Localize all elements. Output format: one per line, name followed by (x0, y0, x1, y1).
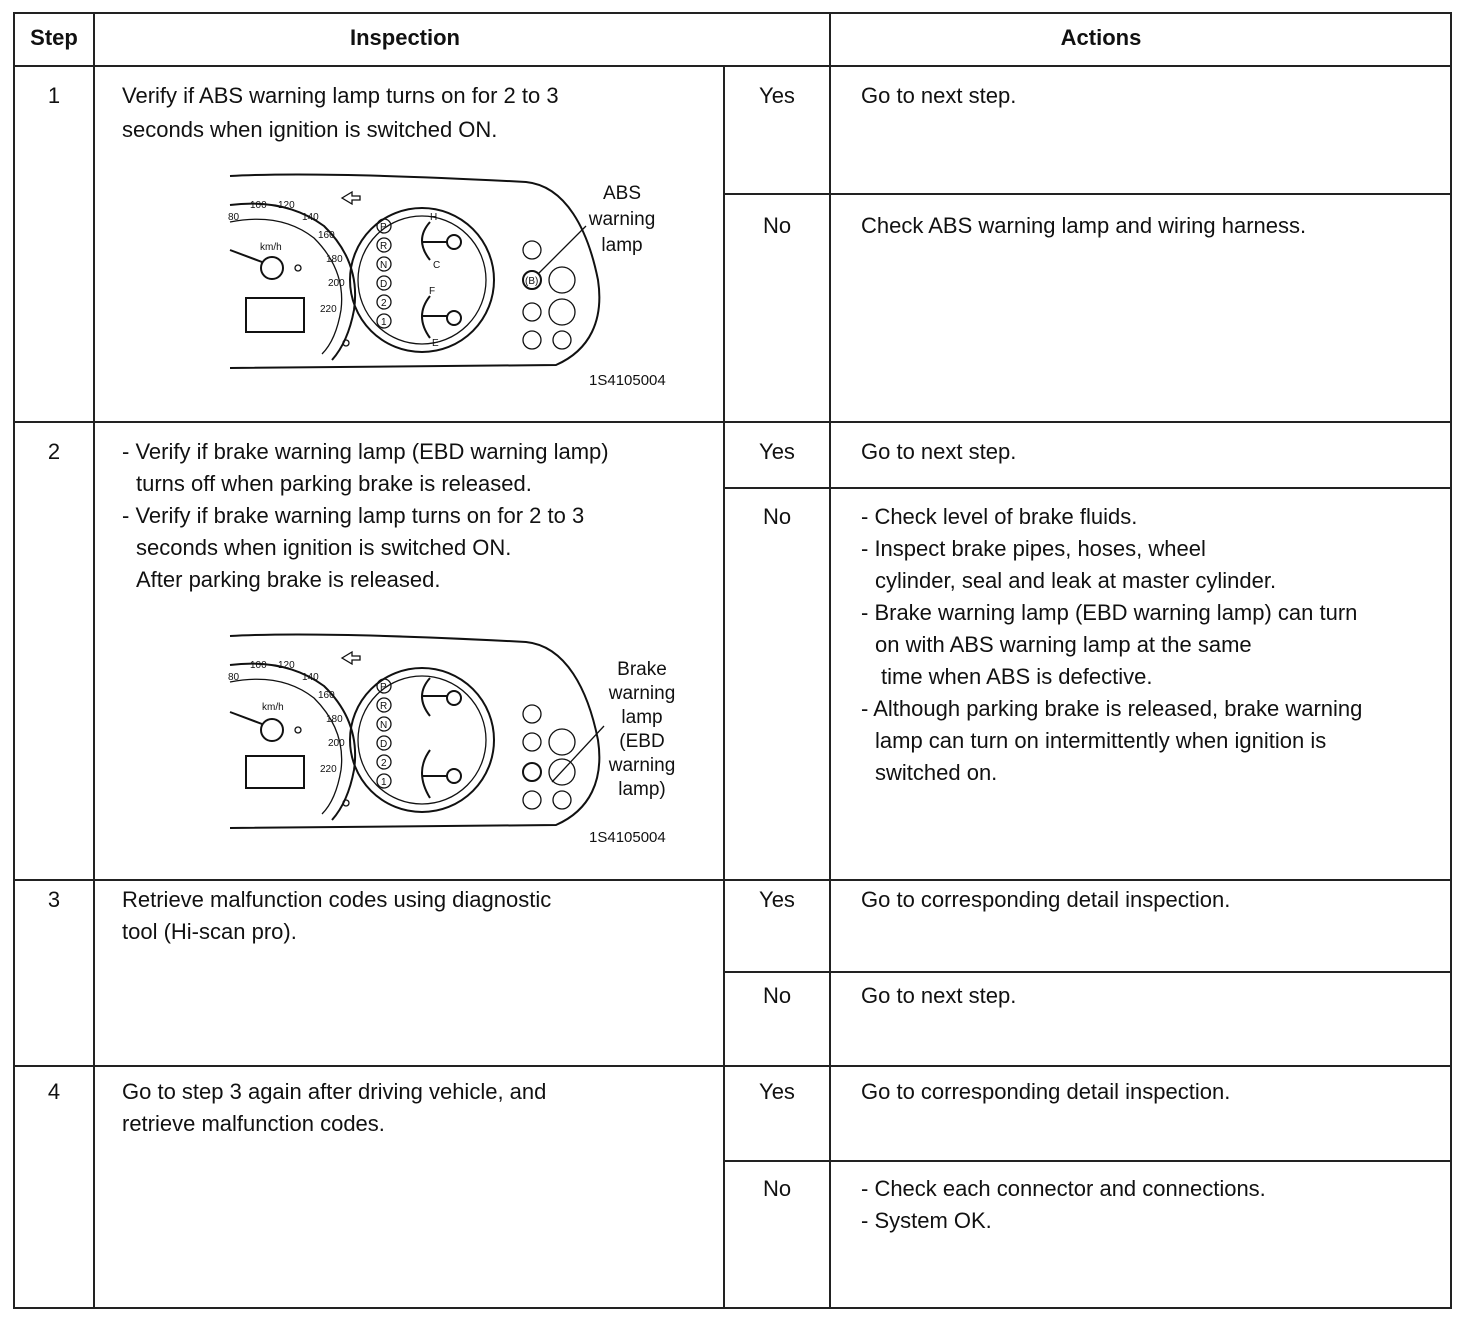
callout-leader (552, 726, 604, 782)
speed-tick-label: 160 (318, 690, 335, 701)
svg-text:E: E (432, 338, 439, 349)
speed-tick-label: 80 (228, 212, 240, 223)
action-text: Go to next step. (861, 983, 1017, 1008)
inspection-text: retrieve malfunction codes. (122, 1111, 385, 1136)
svg-text:F: F (429, 286, 436, 297)
svg-text:R: R (380, 701, 388, 712)
header-actions: Actions (1060, 25, 1142, 50)
speed-unit-label: km/h (260, 242, 282, 253)
speed-tick-label: 160 (318, 230, 335, 241)
inspection-text: Verify if ABS warning lamp turns on for 2 to 3 (122, 83, 559, 108)
svg-text:1: 1 (381, 777, 387, 788)
speedometer (228, 660, 355, 820)
svg-text:2: 2 (381, 758, 387, 769)
svg-text:1: 1 (381, 317, 387, 328)
action-text: switched on. (875, 760, 998, 785)
action-text: cylinder, seal and leak at master cylinder. (875, 568, 1277, 593)
svg-text:R: R (380, 241, 388, 252)
yes-no-divider (724, 971, 1452, 973)
header-step: Step (30, 25, 78, 50)
action-text: Go to corresponding detail inspection. (861, 1079, 1231, 1104)
action-text: Go to next step. (861, 439, 1017, 464)
no-label: No (762, 983, 792, 1008)
speed-tick-label: 140 (302, 212, 319, 223)
yes-no-divider (724, 487, 1452, 489)
svg-text:D: D (380, 279, 388, 290)
inspection-text: Go to step 3 again after driving vehicle, and (122, 1079, 547, 1104)
callout-label: (EBD (619, 731, 665, 752)
yes-label: Yes (759, 439, 795, 464)
column-divider (93, 12, 95, 1309)
no-label: No (762, 1176, 792, 1201)
figure-code: 1S4105004 (589, 829, 666, 846)
header-inspection: Inspection (349, 25, 460, 50)
callout-label: ABS (602, 183, 642, 204)
svg-text:N: N (380, 720, 388, 731)
action-text: Go to next step. (861, 83, 1017, 108)
action-text: - Although parking brake is released, brake warning (861, 696, 1363, 721)
step-number: 1 (47, 83, 61, 108)
speed-tick-label: 220 (320, 764, 337, 775)
action-text: Check ABS warning lamp and wiring harness. (861, 213, 1307, 238)
column-divider (829, 12, 831, 1309)
speed-tick-label: 100 (250, 200, 267, 211)
callout-label: lamp) (618, 779, 666, 800)
svg-text:N: N (380, 260, 388, 271)
speed-tick-label: 180 (326, 254, 343, 265)
row-divider (13, 879, 1452, 881)
action-text: Go to corresponding detail inspection. (861, 887, 1231, 912)
row-divider (13, 1065, 1452, 1067)
speed-tick-label: 80 (228, 672, 240, 683)
svg-text:2: 2 (381, 298, 387, 309)
fuel-gauge (422, 286, 461, 349)
action-text: time when ABS is defective. (881, 664, 1153, 689)
svg-text:D: D (380, 739, 388, 750)
callout-label: Brake (617, 659, 667, 680)
step-number: 2 (47, 439, 61, 464)
yes-label: Yes (759, 887, 795, 912)
svg-text:P: P (380, 222, 387, 233)
speed-tick-label: 200 (328, 738, 345, 749)
speed-tick-label: 140 (302, 672, 319, 683)
speed-tick-label: 120 (278, 660, 295, 671)
speed-tick-label: 120 (278, 200, 295, 211)
warning-lamps (523, 226, 586, 349)
inspection-text: Retrieve malfunction codes using diagnostic (122, 887, 552, 912)
gear-indicators (377, 679, 391, 788)
speed-tick-label: 180 (326, 714, 343, 725)
inspection-text: - Verify if brake warning lamp turns on for 2 to 3 (122, 503, 585, 528)
callout-label: warning (608, 683, 676, 704)
svg-text:H: H (430, 212, 438, 223)
action-text: on with ABS warning lamp at the same (875, 632, 1252, 657)
speed-tick-label: 200 (328, 278, 345, 289)
figure-code: 1S4105004 (589, 372, 666, 389)
no-label: No (762, 213, 792, 238)
instrument-cluster-figure (226, 630, 616, 835)
speed-tick-label: 220 (320, 304, 337, 315)
callout-label: lamp (601, 235, 643, 256)
header-divider (13, 65, 1452, 67)
inspection-text: - Verify if brake warning lamp (EBD warning lamp) (122, 439, 609, 464)
callout-label: warning (608, 755, 676, 776)
inspection-text: After parking brake is released. (136, 567, 441, 592)
temperature-gauge (422, 212, 461, 271)
step-number: 4 (47, 1079, 61, 1104)
inspection-text: seconds when ignition is switched ON. (136, 535, 512, 560)
no-label: No (762, 504, 792, 529)
speedometer (228, 200, 355, 360)
action-text: - Inspect brake pipes, hoses, wheel (861, 536, 1206, 561)
center-gauges (350, 668, 494, 812)
gear-indicators (377, 219, 391, 328)
yes-no-divider (724, 1160, 1452, 1162)
callout-label: lamp (621, 707, 663, 728)
inspection-text: turns off when parking brake is released. (136, 471, 532, 496)
column-divider (723, 65, 725, 1309)
yes-no-divider (724, 193, 1452, 195)
yes-label: Yes (759, 1079, 795, 1104)
yes-label: Yes (759, 83, 795, 108)
svg-text:C: C (433, 260, 441, 271)
instrument-cluster-figure (226, 170, 616, 375)
action-text: lamp can turn on intermittently when ignition is (875, 728, 1327, 753)
temperature-gauge (422, 678, 461, 716)
row-divider (13, 421, 1452, 423)
svg-text:P: P (380, 682, 387, 693)
inspection-text: seconds when ignition is switched ON. (122, 117, 498, 142)
speed-unit-label: km/h (262, 702, 284, 713)
action-text: - Check each connector and connections. (861, 1176, 1266, 1201)
speed-tick-label: 100 (250, 660, 267, 671)
step-number: 3 (47, 887, 61, 912)
fuel-gauge (422, 750, 461, 798)
action-text: - Check level of brake fluids. (861, 504, 1138, 529)
brake-warning-lamp-icon (523, 763, 541, 781)
callout-label: warning (588, 209, 656, 230)
action-text: - Brake warning lamp (EBD warning lamp) can turn (861, 600, 1358, 625)
svg-text:(B): (B) (525, 276, 539, 287)
inspection-text: tool (Hi-scan pro). (122, 919, 297, 944)
action-text: - System OK. (861, 1208, 992, 1233)
center-gauges (350, 208, 494, 352)
